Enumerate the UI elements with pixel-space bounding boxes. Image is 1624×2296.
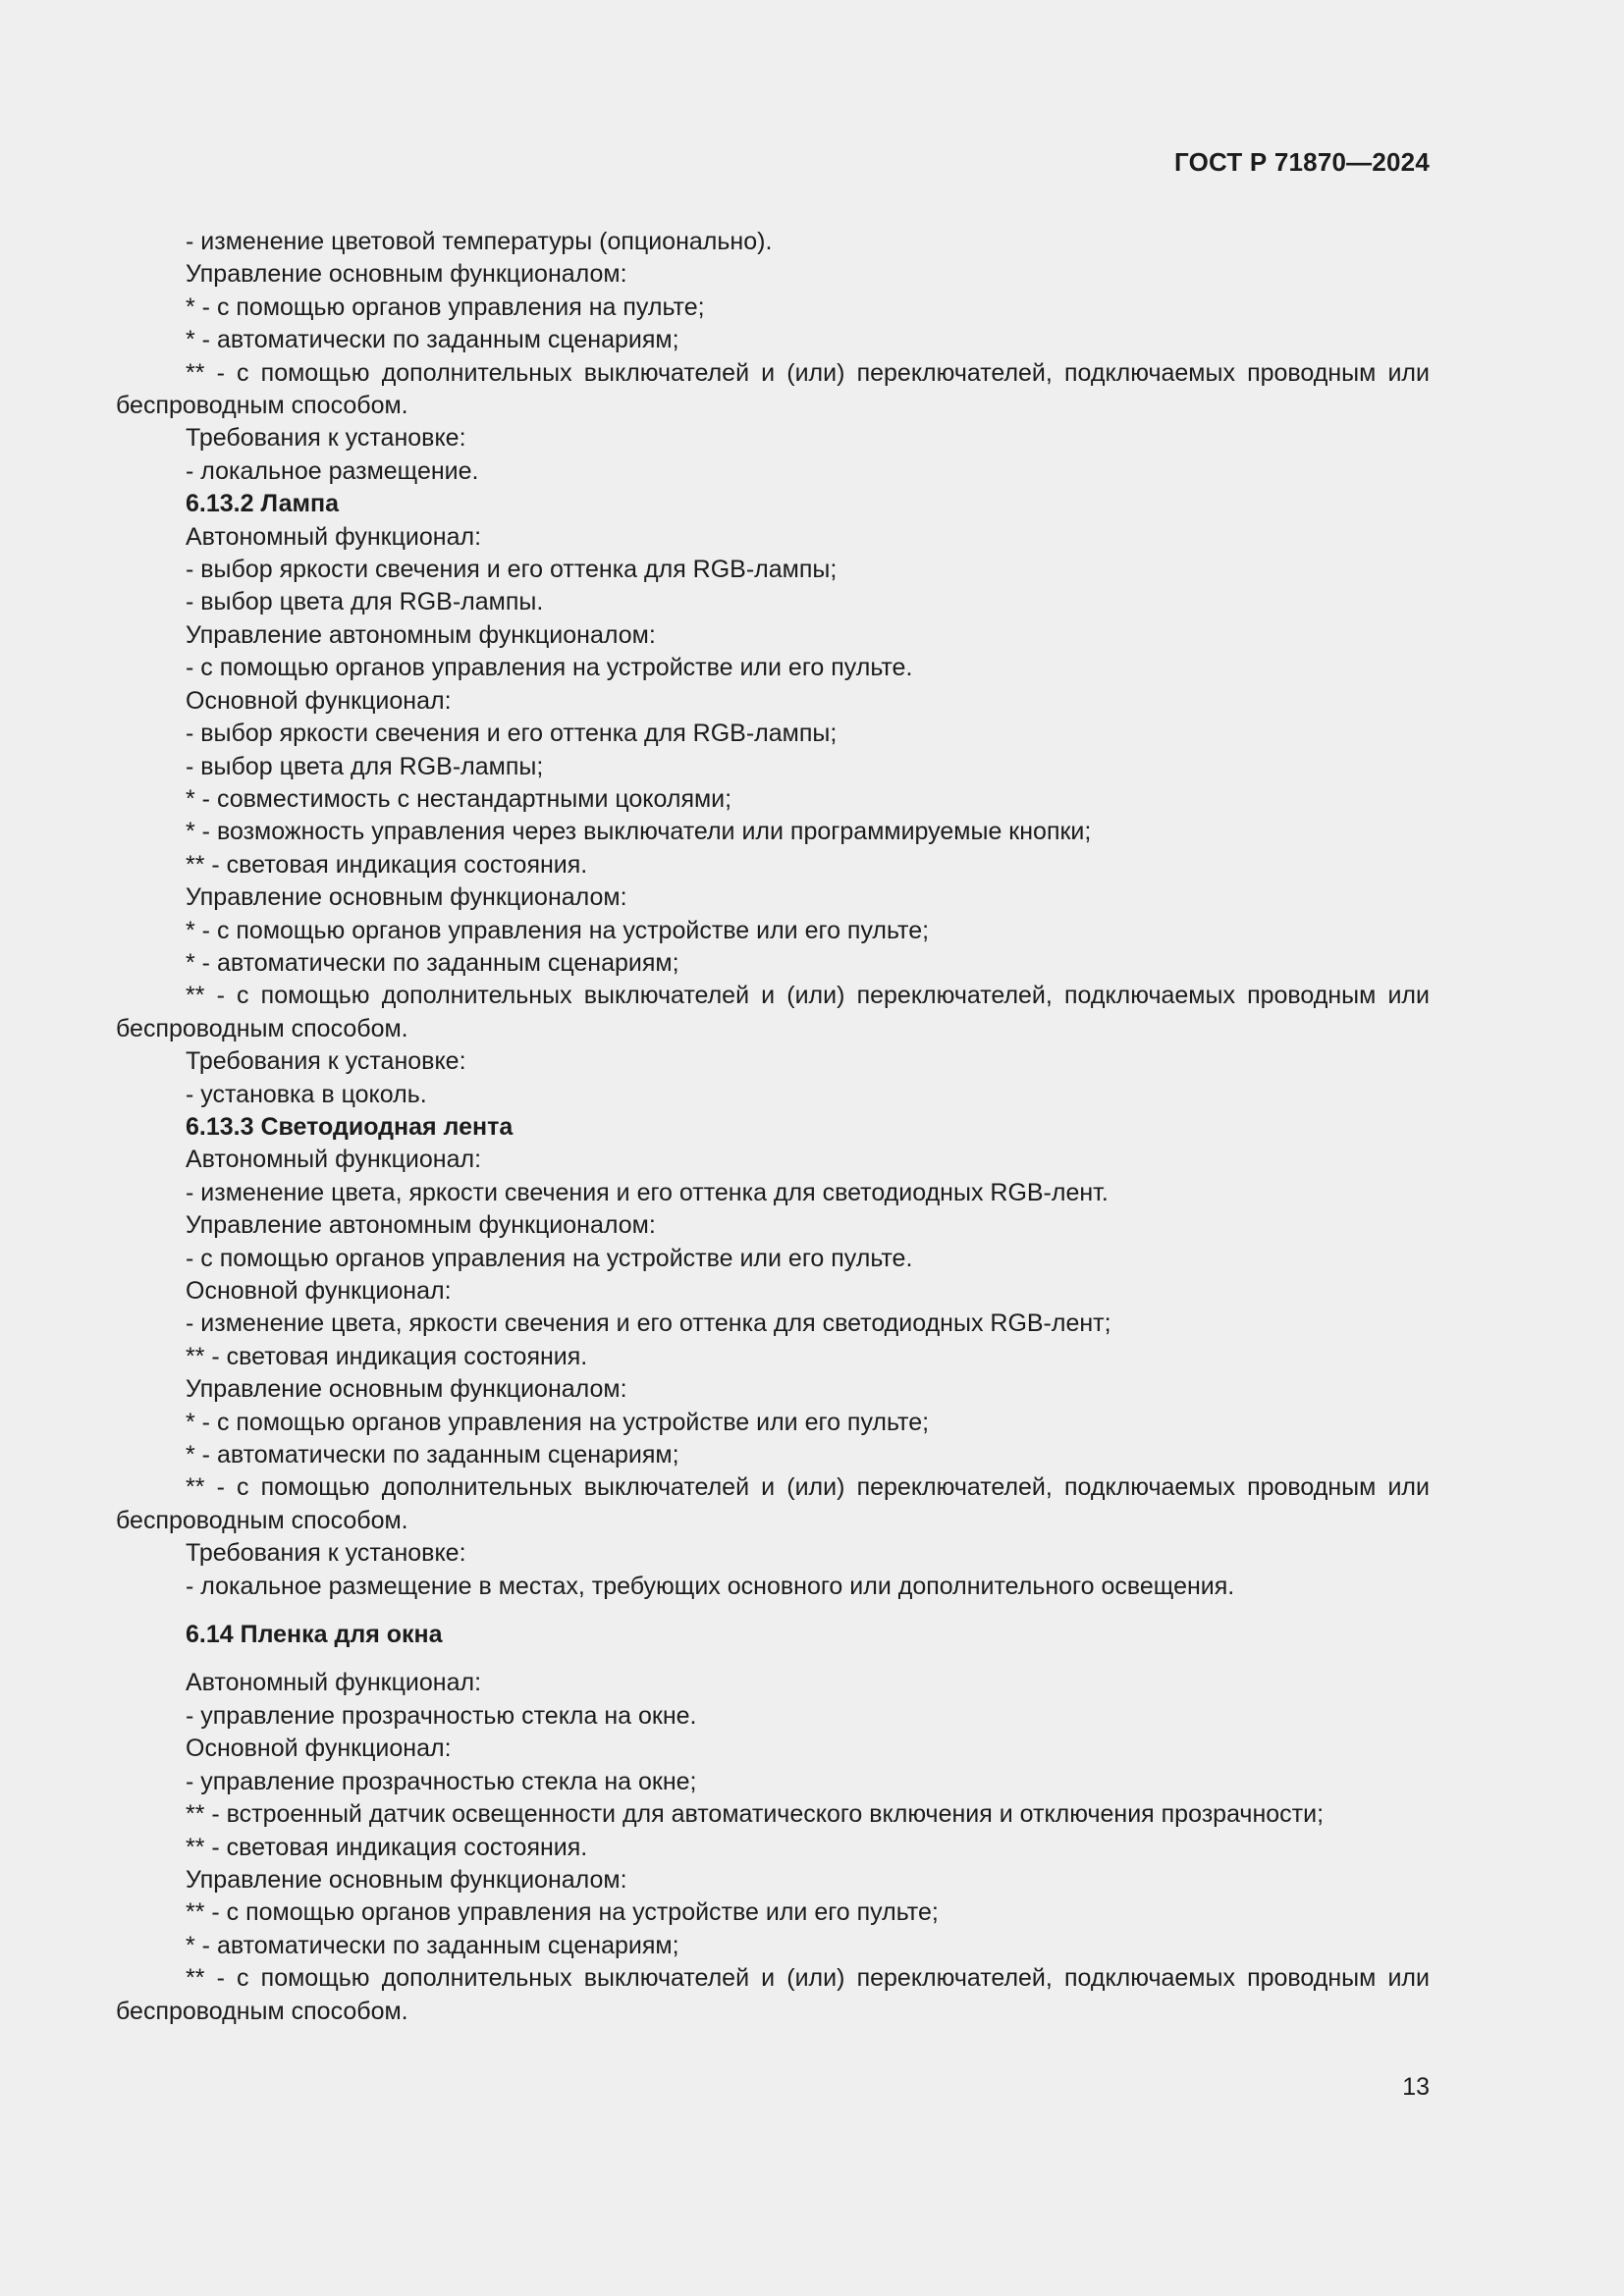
body-line: - изменение цвета, яркости свечения и его оттенка для светодиодных RGB-лент;	[186, 1309, 1111, 1338]
body-line: Автономный функционал:	[186, 1669, 482, 1697]
body-paragraph: ** - встроенный датчик освещенности для автоматического включения и отключения прозрачности;	[186, 1800, 1325, 1829]
section-spacer	[116, 1603, 1430, 1619]
body-line: * - автоматически по заданным сценариям;	[186, 948, 679, 977]
body-line: Основной функционал:	[186, 1277, 452, 1305]
body-line: Управление основным функционалом:	[186, 1375, 627, 1404]
body-line: - выбор цвета для RGB-лампы;	[186, 752, 544, 780]
section-heading: 6.14 Пленка для окна	[186, 1621, 443, 1649]
body-paragraph: ** - с помощью дополнительных выключателей и (или) переключателей, подключаемых проводным или беспроводным способом.	[116, 1473, 1430, 1534]
body-line: - локальное размещение в местах, требующих основного или дополнительного освещения.	[186, 1572, 1235, 1600]
body-line: * - совместимость с нестандартными цоколями;	[186, 784, 732, 813]
section-spacer	[116, 1651, 1430, 1667]
body-line: ** - световая индикация состояния.	[186, 1342, 588, 1370]
body-line: Требования к установке:	[186, 1539, 466, 1568]
body-line: - выбор цвета для RGB-лампы.	[186, 588, 544, 616]
body-line: Управление автономным функционалом:	[186, 620, 656, 649]
body-line: - изменение цвета, яркости свечения и его оттенка для светодиодных RGB-лент.	[186, 1178, 1109, 1206]
page-number: 13	[1402, 2073, 1430, 2101]
body-line: - управление прозрачностью стекла на окне;	[186, 1767, 697, 1795]
body-paragraph: ** - с помощью дополнительных выключателей и (или) переключателей, подключаемых проводным или беспроводным способом.	[116, 982, 1430, 1042]
body-line: - выбор яркости свечения и его оттенка для RGB-лампы;	[186, 720, 838, 748]
body-line: Управление автономным функционалом:	[186, 1211, 656, 1240]
body-line: Основной функционал:	[186, 686, 452, 715]
body-line: Автономный функционал:	[186, 522, 482, 551]
body-line: Управление основным функционалом:	[186, 1865, 627, 1894]
body-line: - с помощью органов управления на устройстве или его пульте.	[186, 1244, 913, 1272]
body-line: - выбор яркости свечения и его оттенка для RGB-лампы;	[186, 556, 838, 584]
body-line: ** - световая индикация состояния.	[186, 850, 588, 879]
body-line: * - возможность управления через выключатели или программируемые кнопки;	[186, 818, 1092, 846]
body-line: * - с помощью органов управления на устройстве или его пульте;	[186, 1408, 930, 1436]
body-line: - локальное размещение.	[186, 456, 479, 485]
body-paragraph: ** - с помощью дополнительных выключателей и (или) переключателей, подключаемых проводным или беспроводным способом.	[116, 1964, 1430, 2025]
body-line: * - с помощью органов управления на устройстве или его пульте;	[186, 916, 930, 944]
body-line: * - автоматически по заданным сценариям;	[186, 1931, 679, 1959]
body-line: - изменение цветовой температуры (опционально).	[186, 228, 773, 255]
body-line: Управление основным функционалом:	[186, 883, 627, 912]
body-paragraph: ** - с помощью дополнительных выключателей и (или) переключателей, подключаемых проводным или беспроводным способом.	[116, 358, 1430, 420]
body-line: Основной функционал:	[186, 1735, 452, 1763]
body-line: Требования к установке:	[186, 424, 466, 453]
body-line: - установка в цоколь.	[186, 1080, 427, 1108]
subsection-heading: 6.13.2 Лампа	[186, 490, 340, 518]
body-line: * - с помощью органов управления на пульте;	[186, 293, 705, 321]
document-body	[116, 226, 1430, 2028]
body-line: ** - с помощью органов управления на устройстве или его пульте;	[186, 1898, 939, 1927]
body-line: ** - световая индикация состояния.	[186, 1833, 588, 1861]
subsection-heading: 6.13.3 Светодиодная лента	[186, 1112, 514, 1141]
body-line: - управление прозрачностью стекла на окне.	[186, 1701, 697, 1730]
body-line: - с помощью органов управления на устройстве или его пульте.	[186, 654, 913, 682]
body-line: * - автоматически по заданным сценариям;	[186, 326, 679, 354]
body-line: Управление основным функционалом:	[186, 260, 627, 289]
body-line: Автономный функционал:	[186, 1146, 482, 1174]
body-line: Требования к установке:	[186, 1047, 466, 1076]
document-header: ГОСТ Р 71870—2024	[1174, 147, 1430, 177]
body-line: * - автоматически по заданным сценариям;	[186, 1441, 679, 1469]
